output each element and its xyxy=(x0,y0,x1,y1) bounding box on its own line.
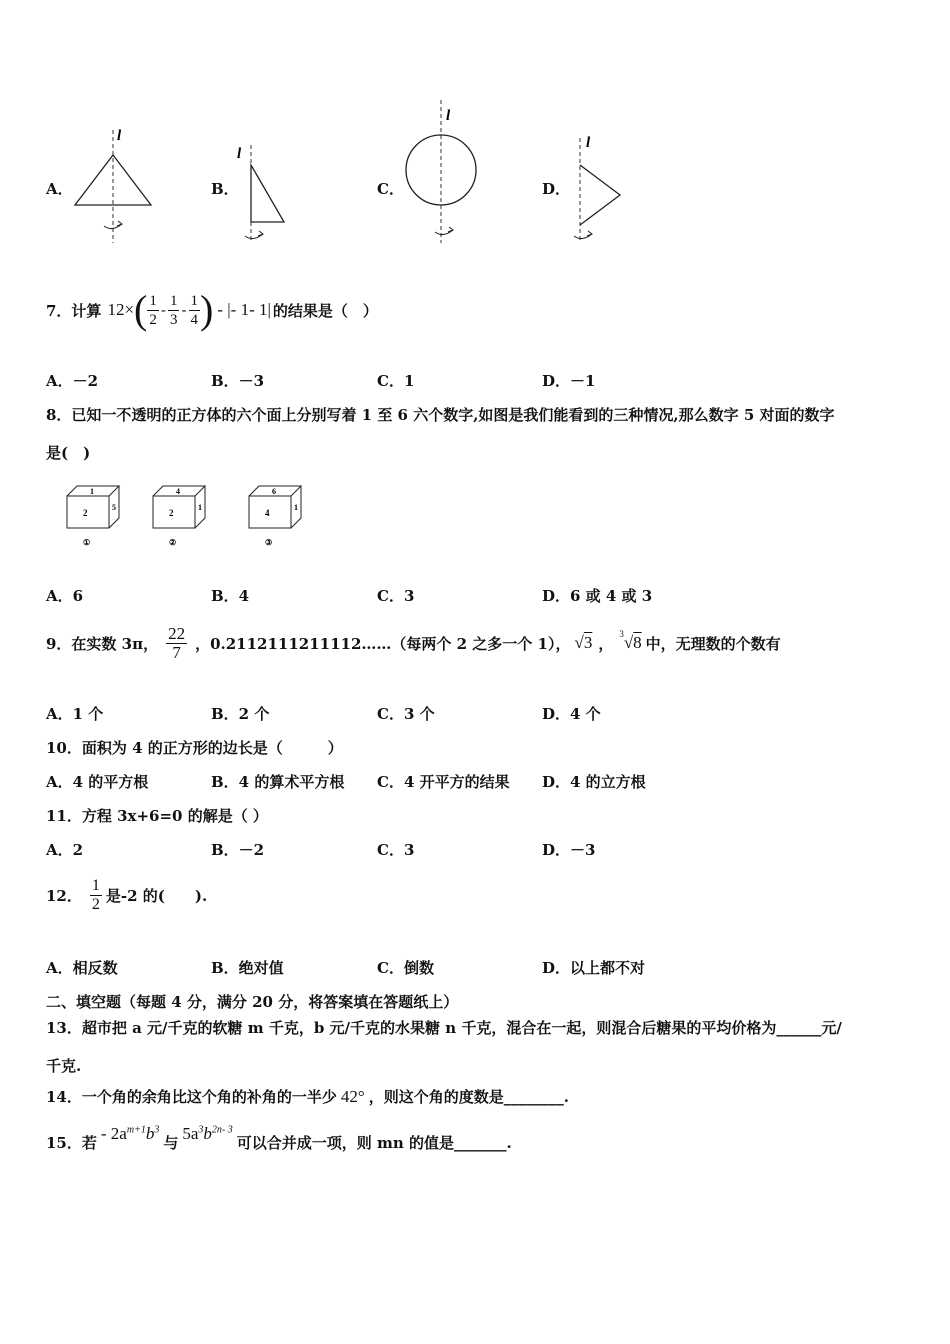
q12-tail: 是-2 的( ). xyxy=(105,886,208,905)
q6-option-d[interactable]: D． xyxy=(542,180,571,198)
svg-text:③: ③ xyxy=(265,538,273,547)
cube-1 xyxy=(67,486,119,547)
q6-option-b[interactable]: B． xyxy=(211,180,239,198)
q12-option-d[interactable]: D．以上都不对 xyxy=(542,959,646,977)
cube-3 xyxy=(249,486,301,547)
question-15 xyxy=(46,1124,512,1160)
q11-option-c[interactable]: C．3 xyxy=(377,841,415,859)
svg-text:2: 2 xyxy=(169,508,174,518)
svg-text:4: 4 xyxy=(176,487,180,496)
q14-angle: 42° xyxy=(340,1086,365,1106)
q7-option-b[interactable]: B．－3 xyxy=(211,372,265,390)
q11-text: 11．方程 3x+6=0 的解是（ ） xyxy=(46,807,268,825)
figure-a-triangle xyxy=(75,128,151,243)
q14-tail: ，则这个角的度数是________. xyxy=(368,1088,569,1106)
q7-paren-open: ( xyxy=(134,287,148,332)
q10-option-d[interactable]: D．4 的立方根 xyxy=(542,773,646,791)
cube-2 xyxy=(153,486,205,547)
axis-label-a: l xyxy=(117,128,122,144)
section-2-heading: 二、填空题（每题 4 分，满分 20 分，将答案填在答题纸上） xyxy=(46,993,459,1011)
q7-frac-3: $\frac{1}{4}$ xyxy=(190,292,199,328)
q7-expr-lead: 12× xyxy=(107,300,135,319)
q15-lead: 15．若 xyxy=(46,1133,97,1152)
q13-line2: 千克. xyxy=(46,1057,82,1075)
q9-frac: $\frac{22}{7}$ xyxy=(168,623,186,662)
q9-option-a[interactable]: A．1 个 xyxy=(46,705,104,723)
q9-cbrt: $^3$√8 xyxy=(619,629,642,652)
q12-number: 12． xyxy=(46,886,82,905)
svg-text:②: ② xyxy=(169,538,177,547)
q7-frac-2: $\frac{1}{3}$ xyxy=(169,292,178,328)
figure-c-circle xyxy=(406,100,476,243)
q8-line2: 是( ) xyxy=(46,444,91,462)
q10-text: 10．面积为 4 的正方形的边长是（ ） xyxy=(46,739,343,757)
q8-option-d[interactable]: D．6 或 4 或 3 xyxy=(542,587,653,605)
q7-option-d[interactable]: D．－1 xyxy=(542,372,596,390)
q9-sqrt: √3 xyxy=(574,633,593,652)
q9-option-c[interactable]: C．3 个 xyxy=(377,705,435,723)
q8-cubes xyxy=(55,478,355,558)
figure-d-angle xyxy=(574,135,620,243)
q8-option-a[interactable]: A．6 xyxy=(46,587,84,605)
q9-option-b[interactable]: B．2 个 xyxy=(211,705,270,723)
q7-frac-1: $\frac{1}{2}$ xyxy=(149,292,157,328)
q10-option-a[interactable]: A．4 的平方根 xyxy=(46,773,149,791)
q12-option-a[interactable]: A．相反数 xyxy=(46,959,118,977)
q7-option-c[interactable]: C．1 xyxy=(377,372,415,390)
svg-text:5: 5 xyxy=(112,503,116,512)
question-14 xyxy=(46,1086,569,1107)
q9-tail: 中，无理数的个数有 xyxy=(645,634,781,653)
q8-option-b[interactable]: B．4 xyxy=(211,587,250,605)
q8-line1: 8．已知一不透明的正方体的六个面上分别写着 1 至 6 六个数字,如图是我们能看到的三种情况,那么数字 5 对面的数字 xyxy=(46,406,835,424)
q12-frac: $\frac{1}{2}$ xyxy=(91,876,100,913)
q9-lead: 9．在实数 3π， xyxy=(46,634,159,653)
q10-option-b[interactable]: B．4 的算术平方根 xyxy=(211,773,345,791)
question-12 xyxy=(46,872,207,918)
q7-expr-tail: - |- 1- 1| xyxy=(217,300,271,319)
q11-option-b[interactable]: B．－2 xyxy=(211,841,265,859)
q15-tail: 可以合并成一项，则 mn 的值是_______. xyxy=(236,1133,512,1152)
figure-b-right-triangle xyxy=(237,145,284,243)
q11-option-d[interactable]: D．－3 xyxy=(542,841,596,859)
q8-option-c[interactable]: C．3 xyxy=(377,587,415,605)
q15-mid: 与 xyxy=(163,1133,179,1152)
svg-text:6: 6 xyxy=(272,487,276,496)
axis-label-b: l xyxy=(237,146,242,162)
svg-text:4: 4 xyxy=(265,508,270,518)
q7-option-a[interactable]: A．－2 xyxy=(46,372,99,390)
svg-text:1: 1 xyxy=(294,503,298,512)
q6-option-c[interactable]: C． xyxy=(377,180,404,198)
q13-line1: 13．超市把 a 元/千克的软糖 m 千克，b 元/千克的水果糖 n 千克，混合在一起，则混合后糖果的平均价格为______元/ xyxy=(46,1019,842,1037)
question-7: 7．计算 12× ( $\frac{1}{2}$ - $\frac{1}{3}$ - $\frac{1}{4}$ ) - |- 1- 1| 的结果是（ ） xyxy=(46,287,378,332)
q7-suffix: 的结果是（ ） xyxy=(272,301,378,320)
q6-figures xyxy=(0,0,950,260)
q11-option-a[interactable]: A．2 xyxy=(46,841,84,859)
svg-text:①: ① xyxy=(83,538,91,547)
axis-label-d: l xyxy=(586,135,591,151)
q12-option-b[interactable]: B．绝对值 xyxy=(211,959,284,977)
question-9: 9．在实数 3π， $\frac{22}{7}$ ，0.2112111211112……（每两个 2 之多一个 1）， √3 ， $^3$√8 中，无理数的个数有 xyxy=(46,623,781,662)
svg-text:1: 1 xyxy=(90,487,94,496)
svg-text:1: 1 xyxy=(198,503,202,512)
q9-mid: ，0.2112111211112……（每两个 2 之多一个 1）， xyxy=(195,634,571,653)
q6-option-a[interactable]: A． xyxy=(46,180,73,198)
axis-label-c: l xyxy=(446,108,451,124)
q14-lead: 14．一个角的余角比这个角的补角的一半少 xyxy=(46,1088,337,1106)
q15-term2: $5a^3b^{2n- 3}$ xyxy=(182,1124,233,1143)
svg-text:2: 2 xyxy=(83,508,88,518)
q15-term1: - $2a^{m+1}b^3$ xyxy=(100,1124,160,1143)
q7-number: 7．计算 xyxy=(46,301,102,320)
q10-option-c[interactable]: C．4 开平方的结果 xyxy=(377,773,510,791)
q7-paren-close: ) xyxy=(200,287,214,332)
q12-option-c[interactable]: C．倒数 xyxy=(377,959,434,977)
q9-option-d[interactable]: D．4 个 xyxy=(542,705,601,723)
